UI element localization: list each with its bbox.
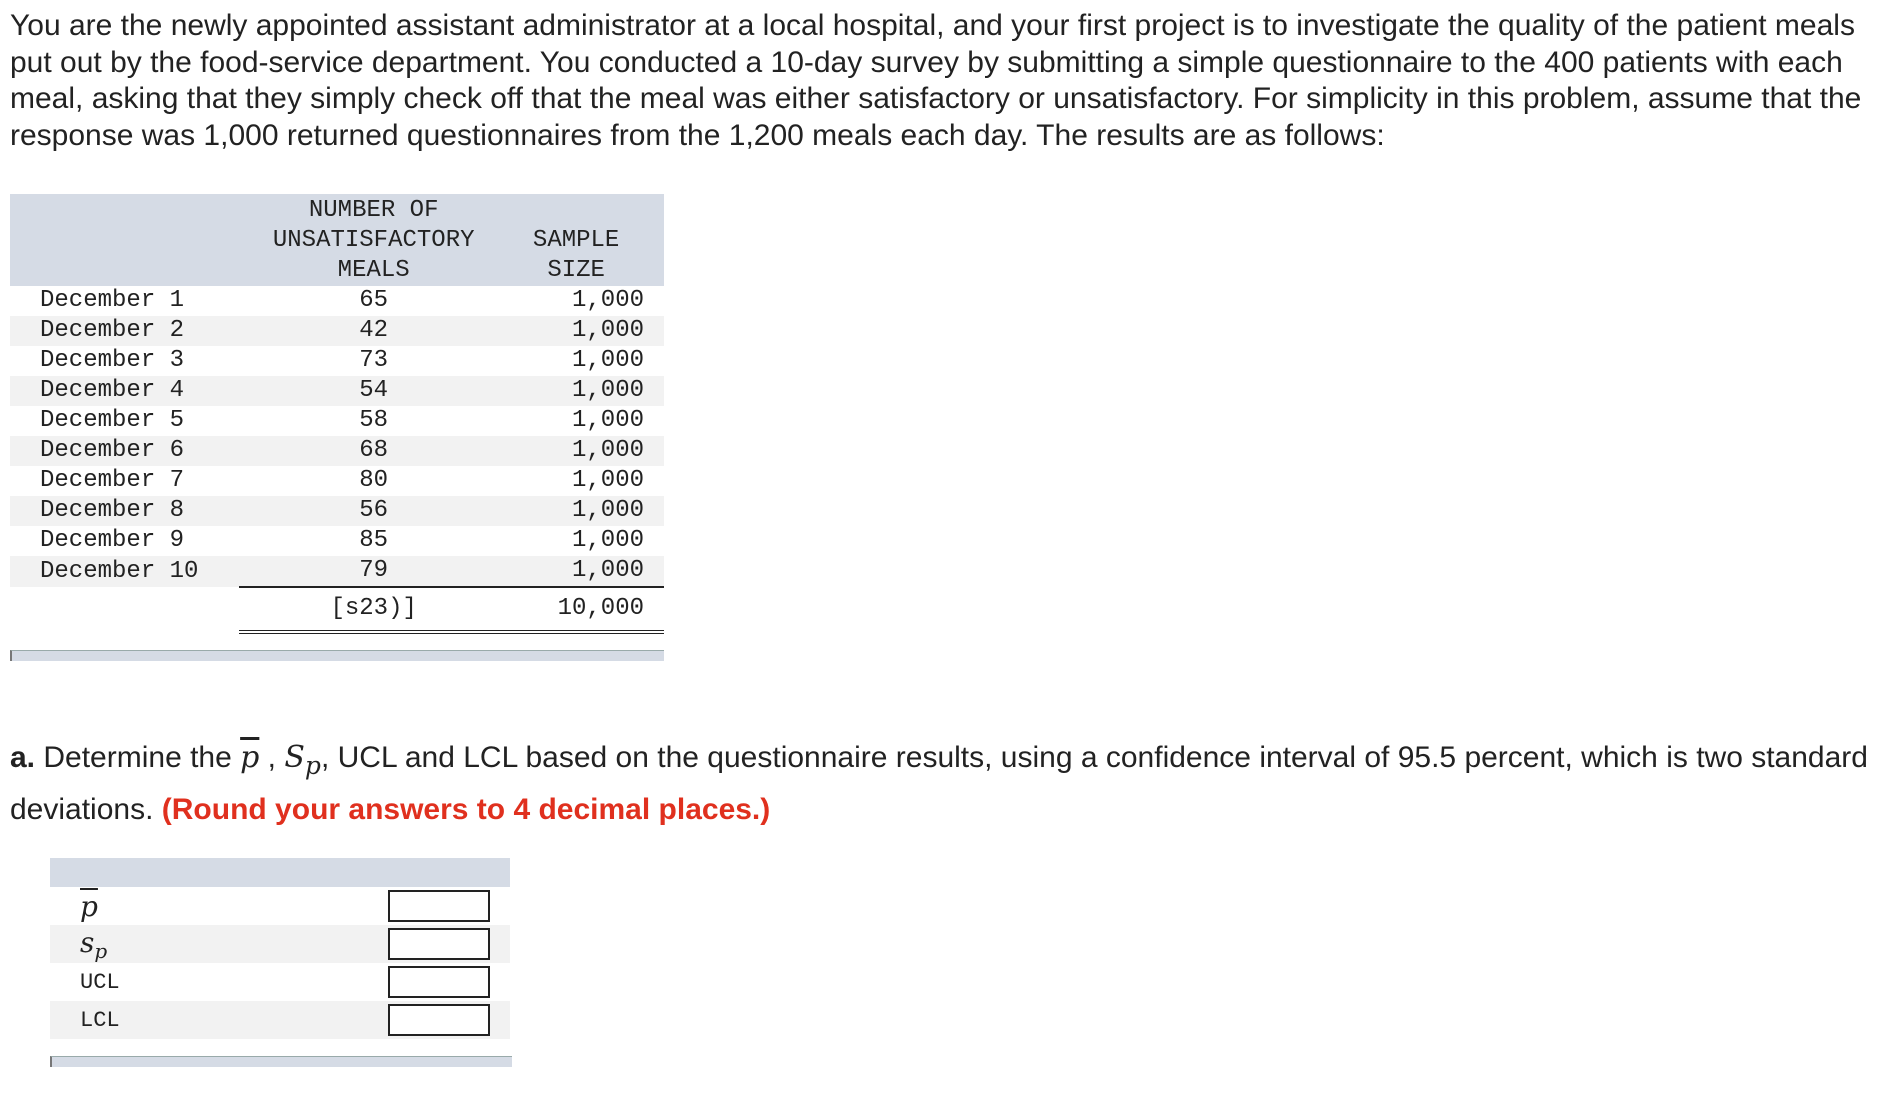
- sp-subscript: p: [304, 751, 321, 780]
- table-row: [10, 436, 664, 466]
- answer-label-pbar: [50, 887, 368, 925]
- question-label: a.: [10, 741, 36, 774]
- header-size-line2: SIZE: [547, 257, 605, 284]
- p-bar-symbol: $\overline{p}$: [240, 740, 260, 775]
- header-blank: [10, 194, 239, 286]
- header-meals-line2: UNSATISFACTORY: [272, 227, 475, 254]
- row-size: 1,000: [508, 556, 664, 587]
- answer-label-ucl: UCL: [80, 969, 120, 995]
- question-text-after: , UCL and LCL based on the questionnaire results, using a confidence interval of 95.5 percent, which is two standard deviations.: [10, 741, 1868, 826]
- answer-row-ucl: [50, 963, 510, 1001]
- sp-input[interactable]: [388, 928, 490, 960]
- header-unsatisfactory-meals: [239, 194, 508, 286]
- table-row: [10, 346, 664, 376]
- row-size: 1,000: [508, 496, 664, 526]
- answer-cell-ucl: [368, 963, 510, 1001]
- row-label: December 7: [40, 467, 185, 494]
- row-meals: 65: [359, 287, 389, 314]
- ucl-input[interactable]: [388, 966, 490, 998]
- answer-label-lcl: LCL: [50, 1001, 368, 1039]
- table-row: [10, 286, 664, 316]
- survey-results-table: [10, 194, 664, 634]
- total-meals: [s23)]: [239, 587, 508, 632]
- row-label: December 5: [40, 407, 185, 434]
- header-sample-size: [508, 194, 664, 286]
- table-row: [10, 376, 664, 406]
- sp-label: s: [80, 925, 95, 959]
- row-size: 1,000: [508, 376, 664, 406]
- row-size: 1,000: [571, 527, 644, 554]
- row-size: 1,000: [571, 287, 644, 314]
- answer-cell-lcl: [368, 1001, 510, 1039]
- rounding-note: (Round your answers to 4 decimal places.): [161, 793, 771, 826]
- table-footer-bar: [10, 650, 664, 661]
- row-meals: 68: [239, 436, 508, 466]
- row-size: 1,000: [571, 347, 644, 374]
- pbar-input[interactable]: [388, 890, 490, 922]
- total-size: 10,000: [508, 587, 664, 632]
- row-label: December 6: [10, 436, 239, 466]
- row-meals: 79: [239, 556, 508, 587]
- header-size-line1: SAMPLE: [532, 227, 620, 254]
- total-row: [10, 587, 664, 632]
- row-size: 1,000: [508, 316, 664, 346]
- row-meals: 56: [239, 496, 508, 526]
- row-meals: 73: [359, 347, 389, 374]
- p-bar-label: $\overline{p}$: [80, 889, 98, 923]
- question-comma: ,: [259, 741, 285, 774]
- row-meals: 85: [359, 527, 389, 554]
- row-label: December 1: [40, 287, 185, 314]
- answer-cell-pbar: [368, 887, 510, 925]
- row-label: December 9: [40, 527, 185, 554]
- lcl-input[interactable]: [388, 1004, 490, 1036]
- table-row: [10, 406, 664, 436]
- row-label: December 10: [10, 556, 239, 587]
- row-meals: 42: [239, 316, 508, 346]
- header-meals-line3: MEALS: [337, 257, 410, 284]
- row-label: December 3: [40, 347, 185, 374]
- total-label-blank: [10, 587, 239, 632]
- row-label: December 2: [10, 316, 239, 346]
- row-label: December 4: [10, 376, 239, 406]
- row-label: December 8: [10, 496, 239, 526]
- table-row: [10, 496, 664, 526]
- answer-table-header: [50, 858, 510, 887]
- header-meals-line1: NUMBER OF: [308, 197, 439, 224]
- sp-symbol: S: [284, 740, 305, 775]
- answer-table: [50, 887, 510, 1039]
- row-meals: 80: [359, 467, 389, 494]
- row-size: 1,000: [571, 407, 644, 434]
- problem-intro: You are the newly appointed assistant administrator at a local hospital, and your first project is to investigate the quality of the patient meals put out by the food-service department. You conducted a 10-day survey by submitting a simple questionnaire to the 400 patients with each meal, asking that they simply check off that the meal was either satisfactory or unsatisfactory. For simplicity in this problem, assume that the response was 1,000 returned questionnaires from the 1,200 meals each day. The results are as follows:: [10, 9, 1862, 152]
- sp-label-subscript: p: [94, 938, 108, 963]
- answer-row-pbar: [50, 887, 510, 925]
- table-row: [10, 466, 664, 496]
- answer-table-footer-bar: [50, 1056, 512, 1067]
- table-row: [10, 556, 664, 587]
- table-row: [10, 316, 664, 346]
- answer-row-sp: [50, 925, 510, 963]
- answer-label-sp: [50, 925, 368, 963]
- answer-cell-sp: [368, 925, 510, 963]
- table-row: [10, 526, 664, 556]
- row-meals: 58: [359, 407, 389, 434]
- question-a: [10, 736, 1870, 832]
- row-size: 1,000: [571, 467, 644, 494]
- answer-row-lcl: [50, 1001, 510, 1039]
- row-meals: 54: [239, 376, 508, 406]
- question-text-before: Determine the: [35, 741, 241, 774]
- row-size: 1,000: [508, 436, 664, 466]
